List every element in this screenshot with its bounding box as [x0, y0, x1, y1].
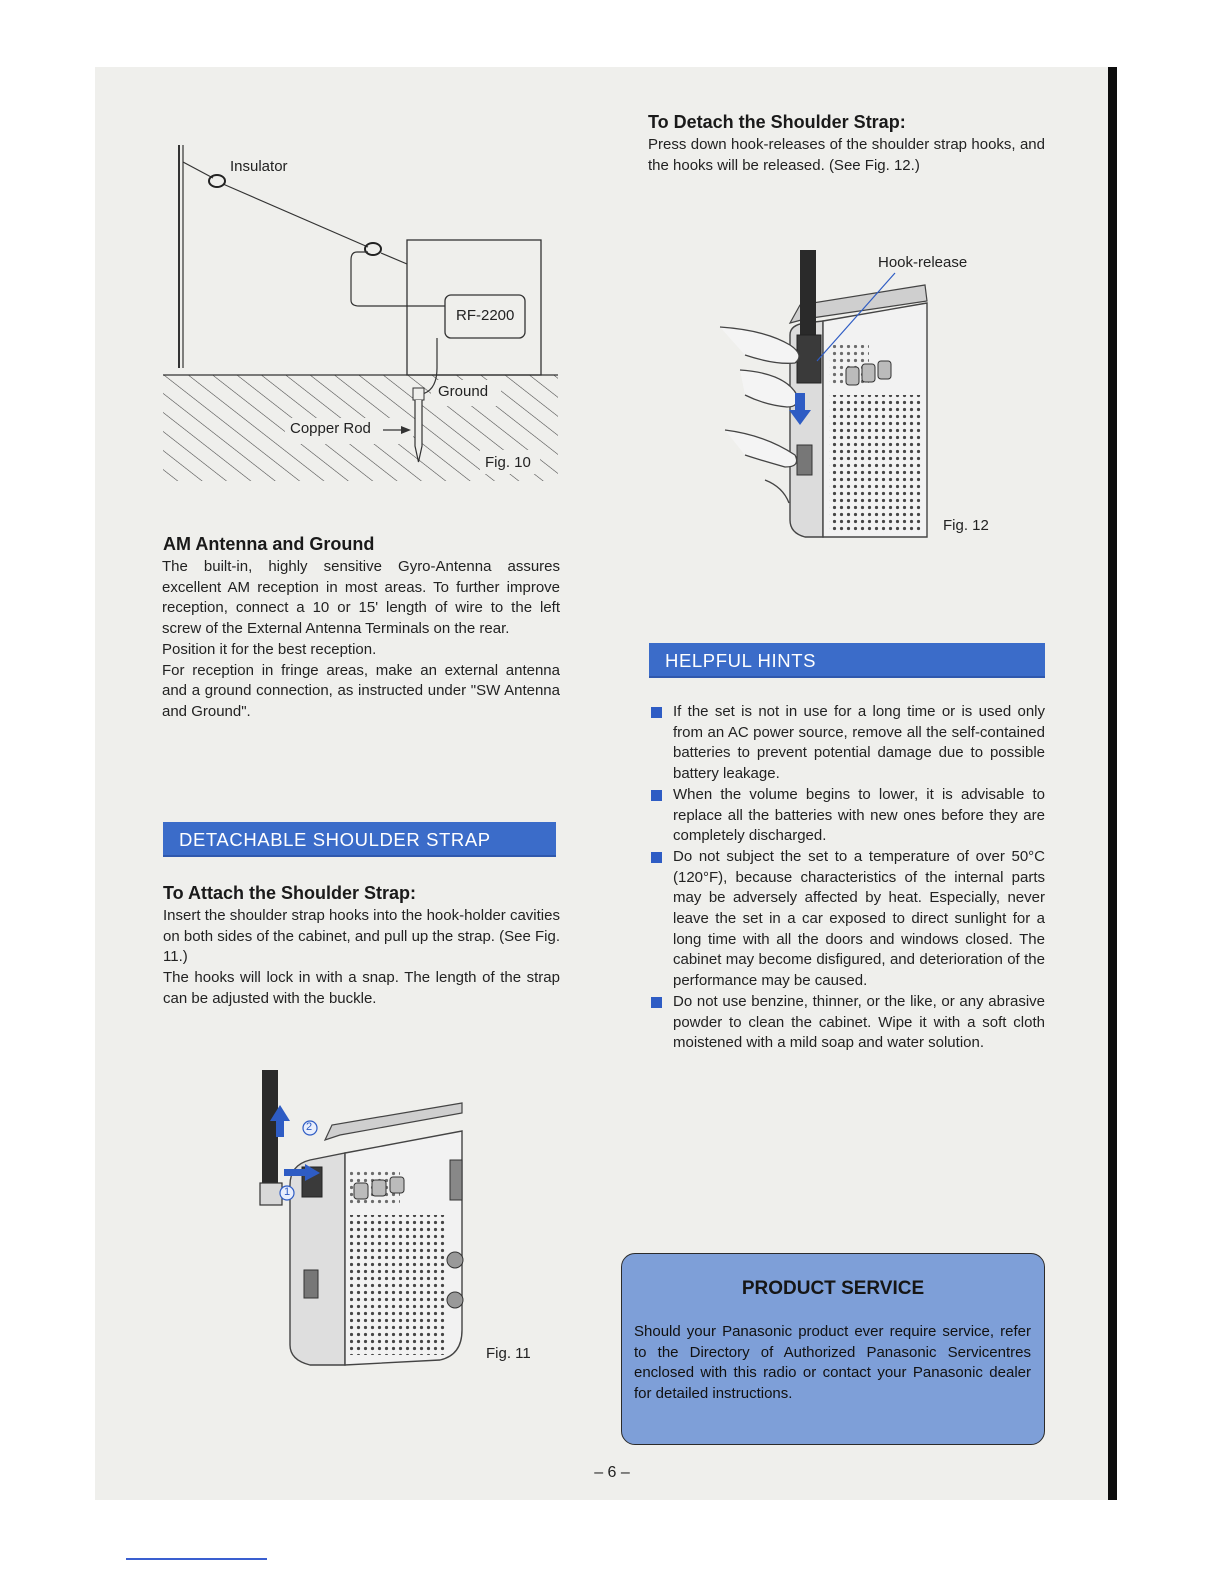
insulator-label: Insulator: [230, 158, 288, 175]
am-antenna-paragraph: Position it for the best reception.: [162, 640, 377, 658]
list-item: [650, 702, 1045, 785]
product-service-box: [621, 1253, 1045, 1445]
scan-edge: [1108, 67, 1117, 1500]
square-bullet-icon: [651, 852, 662, 863]
copper-rod: [415, 400, 422, 462]
square-bullet-icon: [651, 997, 662, 1008]
detach-strap-text: [648, 135, 1045, 176]
am-antenna-paragraph: For reception in fringe areas, make an external antenna and a ground connection, as instructed under "SW Antenna and Ground".: [162, 661, 560, 720]
am-antenna-heading: AM Antenna and Ground: [163, 534, 375, 554]
figure-12-caption: Fig. 12: [943, 517, 989, 534]
page-number: – 6 –: [594, 1464, 630, 1481]
ground-label: Ground: [438, 383, 489, 400]
list-item: [650, 785, 1045, 847]
detach-strap-paragraph: Press down hook-releases of the shoulder strap hooks, and the hooks will be released. (See Fig. 12.): [648, 136, 1045, 174]
square-bullet-icon: [651, 707, 662, 718]
model-label: RF-2200: [456, 307, 515, 324]
hint-text: Do not use benzine, thinner, or the like, or any abrasive powder to clean the cabinet. Wipe it with a soft cloth moistened with a mild soap and water solution.: [673, 992, 1045, 1052]
shoulder-strap-banner: DETACHABLE SHOULDER STRAP: [163, 822, 556, 857]
square-bullet-icon: [651, 790, 662, 801]
attach-strap-paragraph: Insert the shoulder strap hooks into the hook-holder cavities on both sides of the cabinet, and pull up the strap. (See Fig. 11.): [163, 907, 560, 966]
hook-release-label: Hook-release: [878, 254, 968, 271]
hint-text: If the set is not in use for a long time or is used only from an AC power source, remove all the self-contained batteries to prevent potential damage due to possible battery leakage.: [673, 703, 1045, 783]
step-2-badge: 2: [306, 1121, 313, 1133]
speaker-grill: [350, 1215, 445, 1355]
product-service-body: Should your Panasonic product ever require service, refer to the Directory of Authorized Panasonic Servicentres enclosed with this radio or contact your Panasonic dealer for detailed instructions.: [634, 1323, 1031, 1403]
copper-rod-label: Copper Rod: [290, 420, 371, 437]
attach-strap-text: [163, 906, 560, 1010]
hint-text: Do not subject the set to a temperature of over 50°C (120°F), because characteristics of the internal parts may be adversely affected by heat. Especially, never leave the set in a car exposed to direct sunlight for a long time with all the doors and windows closed. The cabinet may become disfigured, and deterioration of the performance may be caused.: [673, 847, 1045, 990]
hint-text: When the volume begins to lower, it is advisable to replace all the batteries with new ones before they are completely discharged.: [673, 785, 1045, 845]
link-underline: [126, 1558, 267, 1560]
detach-strap-heading: To Detach the Shoulder Strap:: [648, 112, 906, 132]
helpful-hints-list: [650, 702, 1045, 1054]
attach-strap-heading: To Attach the Shoulder Strap:: [163, 883, 417, 903]
figure-11-attach-strap: [250, 1065, 550, 1370]
product-service-title: PRODUCT SERVICE: [741, 1278, 925, 1299]
am-antenna-paragraph: The built-in, highly sensitive Gyro-Antenna assures excellent AM reception in most areas. To further improve reception, connect a 10 or 15' length of wire to the left screw of the External Antenna Terminals on the rear.: [162, 558, 560, 638]
list-item: [650, 847, 1045, 992]
figure-10-caption: Fig. 10: [485, 454, 531, 471]
figure-10-antenna-diagram: [155, 140, 560, 485]
helpful-hints-banner: HELPFUL HINTS: [649, 643, 1045, 678]
figure-11-caption: Fig. 11: [486, 1345, 531, 1362]
insulator-icon: [209, 175, 225, 187]
list-item: [650, 992, 1045, 1054]
speaker-grill: [829, 395, 923, 533]
figure-12-hook-release: [705, 245, 1005, 545]
attach-strap-paragraph: The hooks will lock in with a snap. The length of the strap can be adjusted with the buckle.: [163, 969, 560, 1007]
step-1-badge: 1: [284, 1186, 291, 1198]
am-antenna-text: [162, 557, 560, 723]
